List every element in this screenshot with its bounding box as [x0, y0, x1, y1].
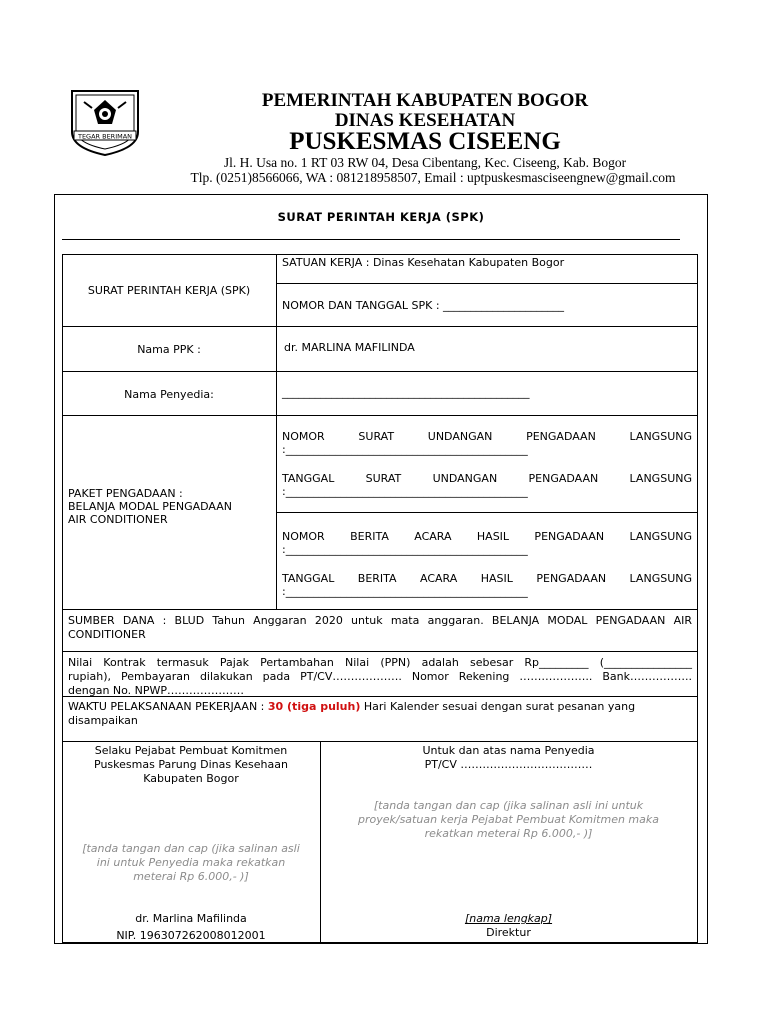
nomor-berita-acara-blank: :____________________________________________ — [282, 543, 528, 556]
spk-label: SURAT PERINTAH KERJA (SPK) — [87, 284, 251, 297]
tanggal-berita-acara: TANGGAL BERITA ACARA HASIL PENGADAAN LANGSUNG — [282, 572, 692, 585]
sign-right-note-2: proyek/satuan kerja Pejabat Pembuat Komitmen maka — [357, 813, 659, 826]
waktu-pelaksanaan — [68, 700, 694, 713]
paket-line-2: BELANJA MODAL PENGADAAN — [68, 500, 233, 513]
penyedia-value: _____________________________________________ — [282, 386, 530, 399]
nomor-surat-undangan: NOMOR SURAT UNDANGAN PENGADAAN LANGSUNG — [282, 430, 692, 443]
penyedia-label: Nama Penyedia: — [124, 388, 214, 401]
sign-right-note-3: rekatkan meterai Rp 6.000,- )] — [424, 827, 593, 840]
nomor-tanggal-spk: NOMOR DAN TANGGAL SPK : ______________________ — [282, 299, 565, 312]
tanggal-surat-undangan: TANGGAL SURAT UNDANGAN PENGADAAN LANGSUNG — [282, 472, 692, 485]
nilai-kontrak-line-2: rupiah), Pembayaran dilakukan pada PT/CV………………. Nomor Rekening ……………….. Bank…………….. — [68, 670, 692, 683]
sign-right-line-1: Untuk dan atas nama Penyedia — [422, 744, 595, 757]
tanggal-berita-acara-blank: :____________________________________________ — [282, 585, 528, 598]
header-department: DINAS KESEHATAN — [334, 110, 516, 131]
header-contact: Tlp. (0251)8566066, WA : 081218958507, Email : uptpuskesmasciseengnew@gmail.com — [190, 170, 676, 185]
sumber-dana-line-1: SUMBER DANA : BLUD Tahun Anggaran 2020 untuk mata anggaran. BELANJA MODAL PENGADAAN AIR — [68, 614, 692, 627]
tanggal-surat-undangan-blank: :____________________________________________ — [282, 485, 528, 498]
sign-left-line-2: Puskesmas Parung Dinas Kesehaan — [94, 758, 288, 771]
paket-line-1: PAKET PENGADAAN : — [68, 487, 183, 500]
sign-left-note-1: [tanda tangan dan cap (jika salinan asli — [82, 842, 300, 855]
header-institution: PUSKESMAS CISEENG — [289, 128, 561, 155]
sign-right-role: Direktur — [486, 926, 531, 939]
header-government: PEMERINTAH KABUPATEN BOGOR — [261, 90, 589, 111]
satuan-kerja: SATUAN KERJA : Dinas Kesehatan Kabupaten Bogor — [282, 256, 565, 269]
waktu-days: 30 (tiga puluh) — [267, 700, 361, 713]
waktu-line-2: disampaikan — [68, 714, 138, 727]
bogor-emblem-icon — [68, 88, 142, 158]
nilai-kontrak-line-3: dengan No. NPWP………………… — [68, 684, 245, 697]
sign-left-nip: NIP. 196307262008012001 — [116, 929, 266, 942]
sign-right-note-1: [tanda tangan dan cap (jika salinan asli ini untuk — [373, 799, 644, 812]
document-title: SURAT PERINTAH KERJA (SPK) — [277, 210, 485, 224]
sign-right-name: [nama lengkap] — [464, 912, 553, 925]
header-address: Jl. H. Usa no. 1 RT 03 RW 04, Desa Cibentang, Kec. Ciseeng, Kab. Bogor — [223, 155, 627, 170]
title-underline — [62, 239, 680, 240]
sign-left-name: dr. Marlina Mafilinda — [135, 912, 247, 925]
sumber-dana-line-2: CONDITIONER — [68, 628, 146, 641]
paket-line-3: AIR CONDITIONER — [68, 513, 168, 526]
nomor-berita-acara: NOMOR BERITA ACARA HASIL PENGADAAN LANGSUNG — [282, 530, 692, 543]
sign-right-line-2: PT/CV ……………………………… — [424, 758, 593, 771]
sign-left-line-3: Kabupaten Bogor — [143, 772, 239, 785]
sign-left-line-1: Selaku Pejabat Pembuat Komitmen — [94, 744, 288, 757]
ppk-label: Nama PPK : — [137, 343, 201, 356]
nilai-kontrak-line-1: Nilai Kontrak termasuk Pajak Pertambahan Nilai (PPN) adalah sebesar Rp_________ (________________ — [68, 656, 692, 669]
sign-left-note-3: meterai Rp 6.000,- )] — [133, 870, 249, 883]
sign-left-note-2: ini untuk Penyedia maka rekatkan — [96, 856, 286, 869]
waktu-suffix: Hari Kalender sesuai dengan surat pesanan yang — [363, 700, 636, 713]
ppk-value: dr. MARLINA MAFILINDA — [284, 341, 415, 354]
nomor-surat-undangan-blank: :____________________________________________ — [282, 443, 528, 456]
waktu-prefix: WAKTU PELAKSANAAN PEKERJAAN : — [68, 700, 265, 713]
logo-motto: TEGAR BERIMAN — [77, 132, 133, 141]
